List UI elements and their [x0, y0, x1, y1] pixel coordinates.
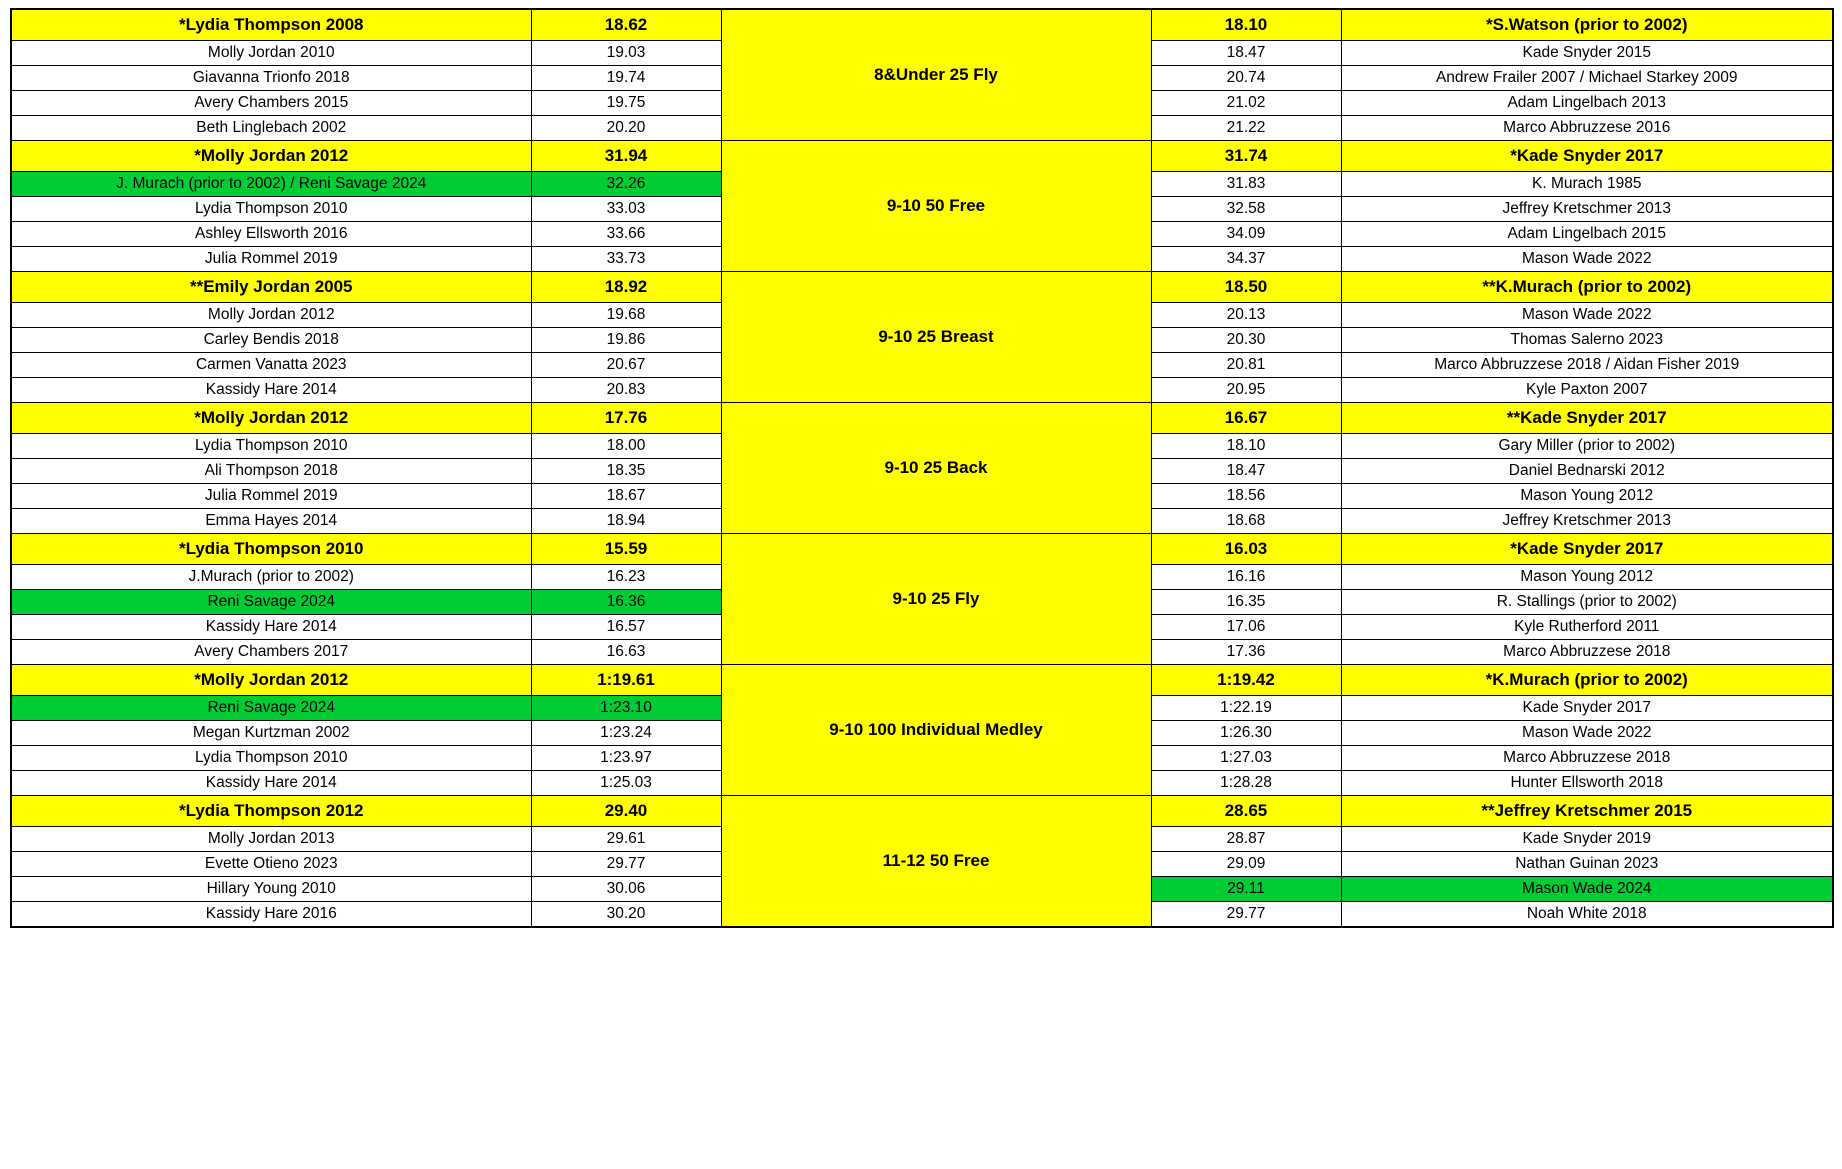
- boys-record-name: *Kade Snyder 2017: [1341, 141, 1833, 172]
- pool-records-table: [10, 8, 1834, 928]
- girls-record-name: J.Murach (prior to 2002): [11, 565, 531, 590]
- boys-record-time: 31.83: [1151, 172, 1341, 197]
- boys-record-time: 20.81: [1151, 353, 1341, 378]
- girls-record-time: 19.03: [531, 41, 721, 66]
- boys-record-name: **K.Murach (prior to 2002): [1341, 272, 1833, 303]
- girls-record-time: 33.66: [531, 222, 721, 247]
- girls-record-name: Molly Jordan 2013: [11, 827, 531, 852]
- girls-record-time: 1:23.24: [531, 721, 721, 746]
- boys-record-time: 18.47: [1151, 459, 1341, 484]
- girls-record-name: *Molly Jordan 2012: [11, 141, 531, 172]
- boys-record-time: 18.50: [1151, 272, 1341, 303]
- girls-record-time: 15.59: [531, 534, 721, 565]
- record-header-row: [11, 796, 1833, 827]
- boys-record-name: Kade Snyder 2017: [1341, 696, 1833, 721]
- girls-record-time: 16.57: [531, 615, 721, 640]
- girls-record-time: 19.74: [531, 66, 721, 91]
- boys-record-name: Kade Snyder 2019: [1341, 827, 1833, 852]
- girls-record-time: 19.86: [531, 328, 721, 353]
- girls-record-name: Ali Thompson 2018: [11, 459, 531, 484]
- girls-record-name: Kassidy Hare 2014: [11, 378, 531, 403]
- boys-record-time: 18.68: [1151, 509, 1341, 534]
- boys-record-name: Jeffrey Kretschmer 2013: [1341, 509, 1833, 534]
- girls-record-name: Molly Jordan 2012: [11, 303, 531, 328]
- boys-record-time: 18.47: [1151, 41, 1341, 66]
- girls-record-name: Julia Rommel 2019: [11, 484, 531, 509]
- boys-record-time: 18.10: [1151, 9, 1341, 41]
- girls-record-name: Julia Rommel 2019: [11, 247, 531, 272]
- girls-record-name: Reni Savage 2024: [11, 590, 531, 615]
- boys-record-name: Marco Abbruzzese 2018: [1341, 746, 1833, 771]
- boys-record-name: **Jeffrey Kretschmer 2015: [1341, 796, 1833, 827]
- boys-record-time: 16.35: [1151, 590, 1341, 615]
- boys-record-time: 1:19.42: [1151, 665, 1341, 696]
- girls-record-name: Carley Bendis 2018: [11, 328, 531, 353]
- girls-record-time: 17.76: [531, 403, 721, 434]
- boys-record-name: *Kade Snyder 2017: [1341, 534, 1833, 565]
- event-name: 9-10 50 Free: [721, 141, 1151, 272]
- boys-record-name: Mason Wade 2022: [1341, 247, 1833, 272]
- girls-record-name: Carmen Vanatta 2023: [11, 353, 531, 378]
- girls-record-time: 33.73: [531, 247, 721, 272]
- boys-record-time: 20.13: [1151, 303, 1341, 328]
- boys-record-name: Thomas Salerno 2023: [1341, 328, 1833, 353]
- girls-record-time: 18.94: [531, 509, 721, 534]
- record-header-row: [11, 403, 1833, 434]
- girls-record-time: 16.63: [531, 640, 721, 665]
- girls-record-name: Giavanna Trionfo 2018: [11, 66, 531, 91]
- boys-record-name: Jeffrey Kretschmer 2013: [1341, 197, 1833, 222]
- boys-record-name: Mason Wade 2024: [1341, 877, 1833, 902]
- girls-record-time: 32.26: [531, 172, 721, 197]
- girls-record-name: Reni Savage 2024: [11, 696, 531, 721]
- boys-record-name: Marco Abbruzzese 2018: [1341, 640, 1833, 665]
- girls-record-time: 16.36: [531, 590, 721, 615]
- girls-record-name: Kassidy Hare 2014: [11, 615, 531, 640]
- boys-record-name: K. Murach 1985: [1341, 172, 1833, 197]
- girls-record-name: Lydia Thompson 2010: [11, 197, 531, 222]
- event-name: 9-10 25 Breast: [721, 272, 1151, 403]
- girls-record-name: Avery Chambers 2015: [11, 91, 531, 116]
- boys-record-time: 21.02: [1151, 91, 1341, 116]
- boys-record-name: Gary Miller (prior to 2002): [1341, 434, 1833, 459]
- boys-record-time: 18.56: [1151, 484, 1341, 509]
- boys-record-time: 21.22: [1151, 116, 1341, 141]
- boys-record-time: 29.77: [1151, 902, 1341, 928]
- girls-record-time: 1:25.03: [531, 771, 721, 796]
- boys-record-time: 20.30: [1151, 328, 1341, 353]
- girls-record-name: Megan Kurtzman 2002: [11, 721, 531, 746]
- boys-record-time: 16.03: [1151, 534, 1341, 565]
- girls-record-time: 20.20: [531, 116, 721, 141]
- girls-record-name: Lydia Thompson 2010: [11, 434, 531, 459]
- record-header-row: [11, 9, 1833, 41]
- girls-record-time: 29.61: [531, 827, 721, 852]
- girls-record-name: Avery Chambers 2017: [11, 640, 531, 665]
- boys-record-name: *S.Watson (prior to 2002): [1341, 9, 1833, 41]
- boys-record-time: 34.09: [1151, 222, 1341, 247]
- girls-record-name: Lydia Thompson 2010: [11, 746, 531, 771]
- girls-record-time: 20.67: [531, 353, 721, 378]
- girls-record-name: *Lydia Thompson 2012: [11, 796, 531, 827]
- girls-record-time: 1:23.97: [531, 746, 721, 771]
- boys-record-name: Adam Lingelbach 2015: [1341, 222, 1833, 247]
- event-name: 9-10 25 Back: [721, 403, 1151, 534]
- boys-record-time: 29.09: [1151, 852, 1341, 877]
- girls-record-name: Ashley Ellsworth 2016: [11, 222, 531, 247]
- boys-record-time: 34.37: [1151, 247, 1341, 272]
- boys-record-name: Mason Wade 2022: [1341, 721, 1833, 746]
- boys-record-time: 1:26.30: [1151, 721, 1341, 746]
- boys-record-name: Marco Abbruzzese 2018 / Aidan Fisher 2019: [1341, 353, 1833, 378]
- boys-record-time: 29.11: [1151, 877, 1341, 902]
- girls-record-time: 19.75: [531, 91, 721, 116]
- girls-record-time: 19.68: [531, 303, 721, 328]
- boys-record-time: 1:22.19: [1151, 696, 1341, 721]
- girls-record-time: 30.06: [531, 877, 721, 902]
- girls-record-time: 18.62: [531, 9, 721, 41]
- boys-record-name: Hunter Ellsworth 2018: [1341, 771, 1833, 796]
- record-header-row: [11, 534, 1833, 565]
- girls-record-name: *Lydia Thompson 2008: [11, 9, 531, 41]
- boys-record-name: **Kade Snyder 2017: [1341, 403, 1833, 434]
- boys-record-name: Mason Wade 2022: [1341, 303, 1833, 328]
- girls-record-name: **Emily Jordan 2005: [11, 272, 531, 303]
- girls-record-time: 33.03: [531, 197, 721, 222]
- boys-record-time: 18.10: [1151, 434, 1341, 459]
- girls-record-name: *Molly Jordan 2012: [11, 665, 531, 696]
- boys-record-name: Marco Abbruzzese 2016: [1341, 116, 1833, 141]
- girls-record-name: Hillary Young 2010: [11, 877, 531, 902]
- girls-record-name: Kassidy Hare 2016: [11, 902, 531, 928]
- boys-record-name: Adam Lingelbach 2013: [1341, 91, 1833, 116]
- girls-record-time: 29.77: [531, 852, 721, 877]
- girls-record-time: 1:23.10: [531, 696, 721, 721]
- girls-record-name: Emma Hayes 2014: [11, 509, 531, 534]
- record-header-row: [11, 665, 1833, 696]
- boys-record-time: 28.87: [1151, 827, 1341, 852]
- girls-record-name: Kassidy Hare 2014: [11, 771, 531, 796]
- girls-record-time: 1:19.61: [531, 665, 721, 696]
- boys-record-name: Nathan Guinan 2023: [1341, 852, 1833, 877]
- boys-record-time: 31.74: [1151, 141, 1341, 172]
- girls-record-name: *Molly Jordan 2012: [11, 403, 531, 434]
- girls-record-time: 18.92: [531, 272, 721, 303]
- boys-record-time: 1:28.28: [1151, 771, 1341, 796]
- boys-record-time: 17.06: [1151, 615, 1341, 640]
- boys-record-name: R. Stallings (prior to 2002): [1341, 590, 1833, 615]
- boys-record-name: Daniel Bednarski 2012: [1341, 459, 1833, 484]
- event-name: 8&Under 25 Fly: [721, 9, 1151, 141]
- girls-record-time: 31.94: [531, 141, 721, 172]
- boys-record-time: 20.95: [1151, 378, 1341, 403]
- girls-record-name: *Lydia Thompson 2010: [11, 534, 531, 565]
- boys-record-time: 28.65: [1151, 796, 1341, 827]
- boys-record-name: Kyle Paxton 2007: [1341, 378, 1833, 403]
- event-name: 9-10 100 Individual Medley: [721, 665, 1151, 796]
- boys-record-time: 1:27.03: [1151, 746, 1341, 771]
- record-header-row: [11, 141, 1833, 172]
- boys-record-time: 32.58: [1151, 197, 1341, 222]
- girls-record-time: 30.20: [531, 902, 721, 928]
- event-name: 9-10 25 Fly: [721, 534, 1151, 665]
- boys-record-name: *K.Murach (prior to 2002): [1341, 665, 1833, 696]
- boys-record-name: Mason Young 2012: [1341, 484, 1833, 509]
- boys-record-name: Kade Snyder 2015: [1341, 41, 1833, 66]
- boys-record-time: 17.36: [1151, 640, 1341, 665]
- records-table-body: [11, 9, 1833, 927]
- record-header-row: [11, 272, 1833, 303]
- girls-record-time: 18.00: [531, 434, 721, 459]
- girls-record-time: 18.67: [531, 484, 721, 509]
- girls-record-name: Molly Jordan 2010: [11, 41, 531, 66]
- boys-record-time: 20.74: [1151, 66, 1341, 91]
- girls-record-time: 20.83: [531, 378, 721, 403]
- boys-record-time: 16.67: [1151, 403, 1341, 434]
- girls-record-name: J. Murach (prior to 2002) / Reni Savage 2024: [11, 172, 531, 197]
- boys-record-name: Andrew Frailer 2007 / Michael Starkey 2009: [1341, 66, 1833, 91]
- boys-record-name: Kyle Rutherford 2011: [1341, 615, 1833, 640]
- girls-record-time: 16.23: [531, 565, 721, 590]
- boys-record-name: Mason Young 2012: [1341, 565, 1833, 590]
- boys-record-name: Noah White 2018: [1341, 902, 1833, 928]
- girls-record-time: 18.35: [531, 459, 721, 484]
- girls-record-name: Evette Otieno 2023: [11, 852, 531, 877]
- girls-record-time: 29.40: [531, 796, 721, 827]
- event-name: 11-12 50 Free: [721, 796, 1151, 928]
- girls-record-name: Beth Linglebach 2002: [11, 116, 531, 141]
- boys-record-time: 16.16: [1151, 565, 1341, 590]
